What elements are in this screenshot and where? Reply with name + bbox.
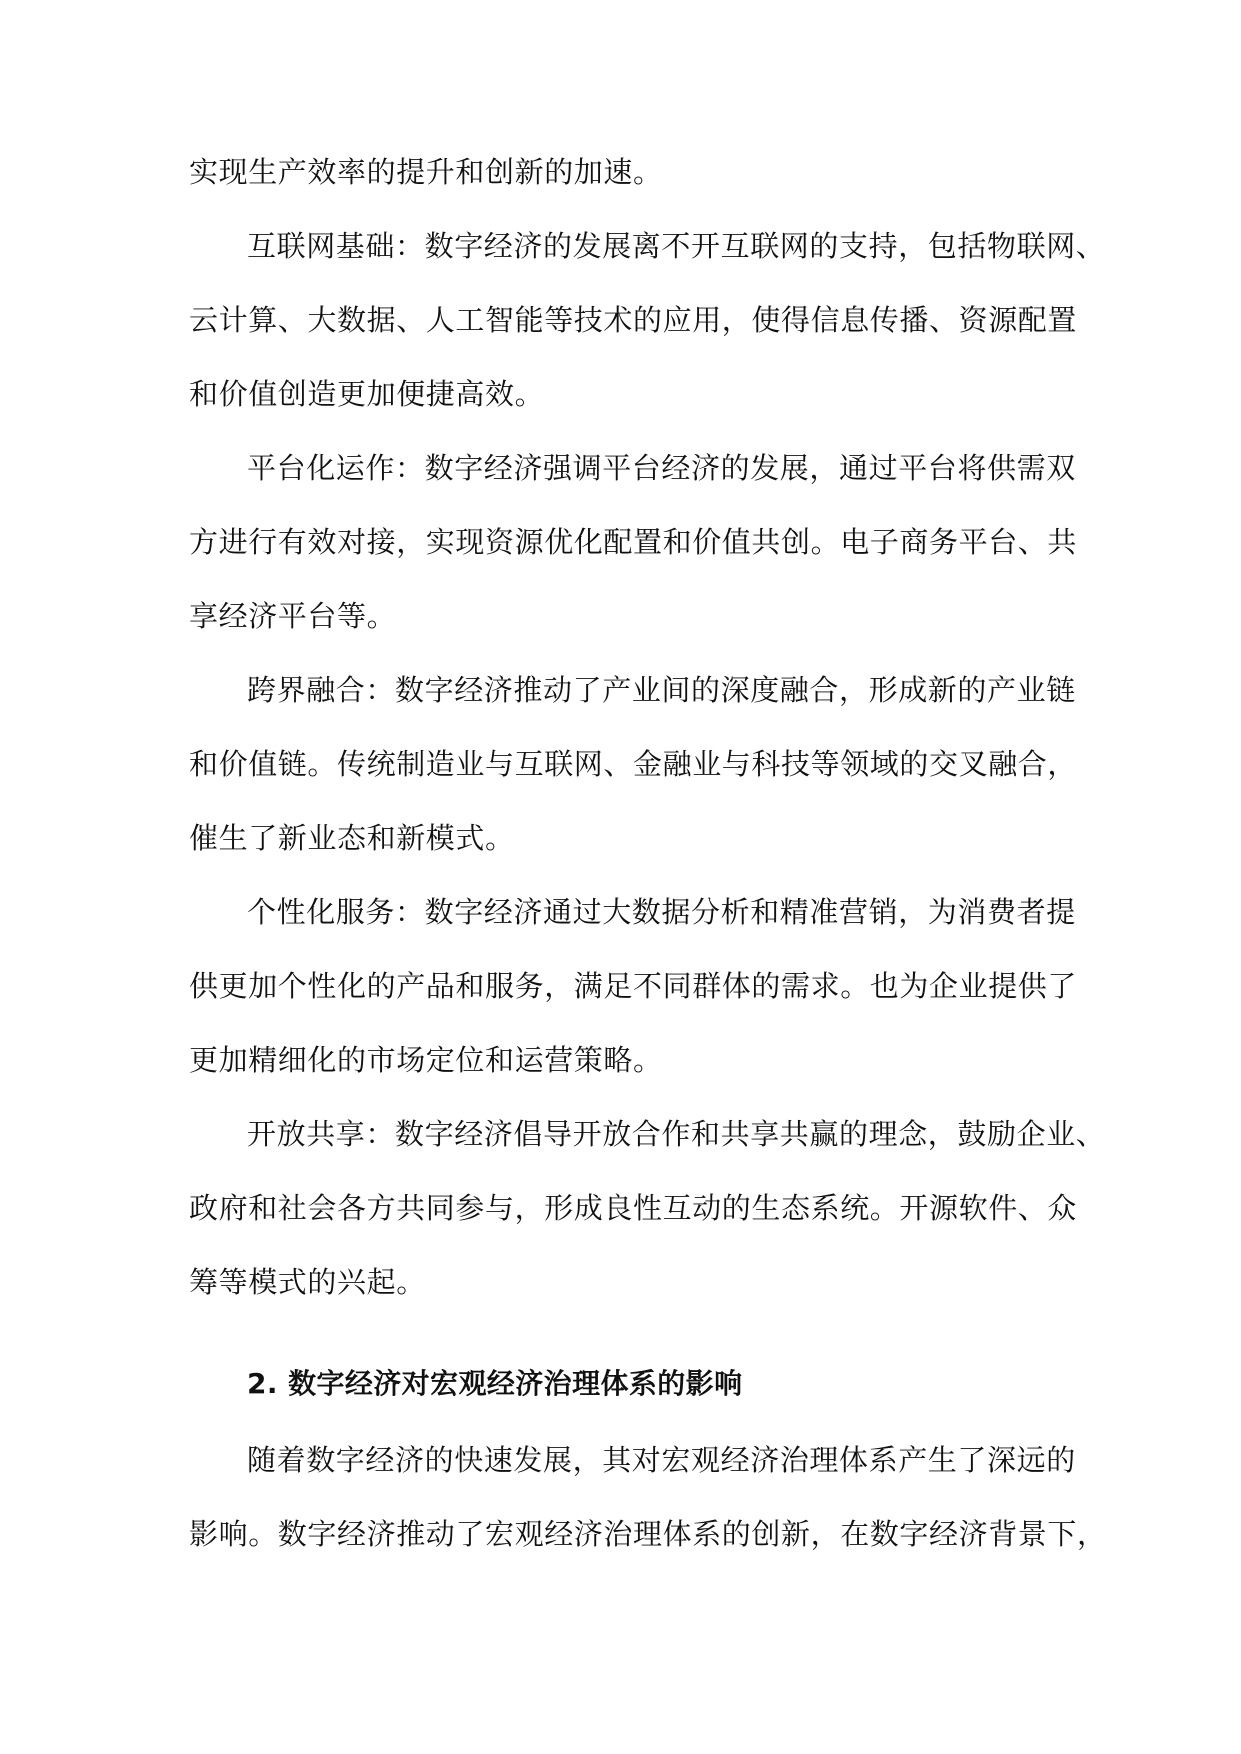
text-line: 云计算、大数据、人工智能等技术的应用，使得信息传播、资源配置 bbox=[189, 303, 1078, 337]
text-line: 实现生产效率的提升和创新的加速。 bbox=[189, 155, 663, 189]
text-line: 个性化服务：数字经济通过大数据分析和精准营销，为消费者提 bbox=[247, 895, 1076, 929]
text-line: 和价值链。传统制造业与互联网、金融业与科技等领域的交叉融合， bbox=[189, 747, 1078, 781]
text-line: 政府和社会各方共同参与，形成良性互动的生态系统。开源软件、众 bbox=[189, 1191, 1078, 1225]
text-line: 随着数字经济的快速发展，其对宏观经济治理体系产生了深远的 bbox=[247, 1443, 1076, 1477]
text-line: 互联网基础：数字经济的发展离不开互联网的支持，包括物联网、 bbox=[247, 229, 1106, 263]
text-line: 享经济平台等。 bbox=[189, 599, 397, 633]
text-line: 跨界融合：数字经济推动了产业间的深度融合，形成新的产业链 bbox=[247, 673, 1076, 707]
text-line: 更加精细化的市场定位和运营策略。 bbox=[189, 1043, 663, 1077]
text-line: 供更加个性化的产品和服务，满足不同群体的需求。也为企业提供了 bbox=[189, 969, 1078, 1003]
text-line: 筹等模式的兴起。 bbox=[189, 1265, 426, 1299]
text-line: 平台化运作：数字经济强调平台经济的发展，通过平台将供需双 bbox=[247, 451, 1076, 485]
text-line: 催生了新业态和新模式。 bbox=[189, 821, 515, 855]
section-heading: 2. 数字经济对宏观经济治理体系的影响 bbox=[247, 1367, 743, 1400]
text-line: 方进行有效对接，实现资源优化配置和价值共创。电子商务平台、共 bbox=[189, 525, 1078, 559]
text-line: 开放共享：数字经济倡导开放合作和共享共赢的理念，鼓励企业、 bbox=[247, 1117, 1106, 1151]
text-line: 和价值创造更加便捷高效。 bbox=[189, 377, 545, 411]
text-line: 影响。数字经济推动了宏观经济治理体系的创新，在数字经济背景下， bbox=[189, 1517, 1107, 1551]
